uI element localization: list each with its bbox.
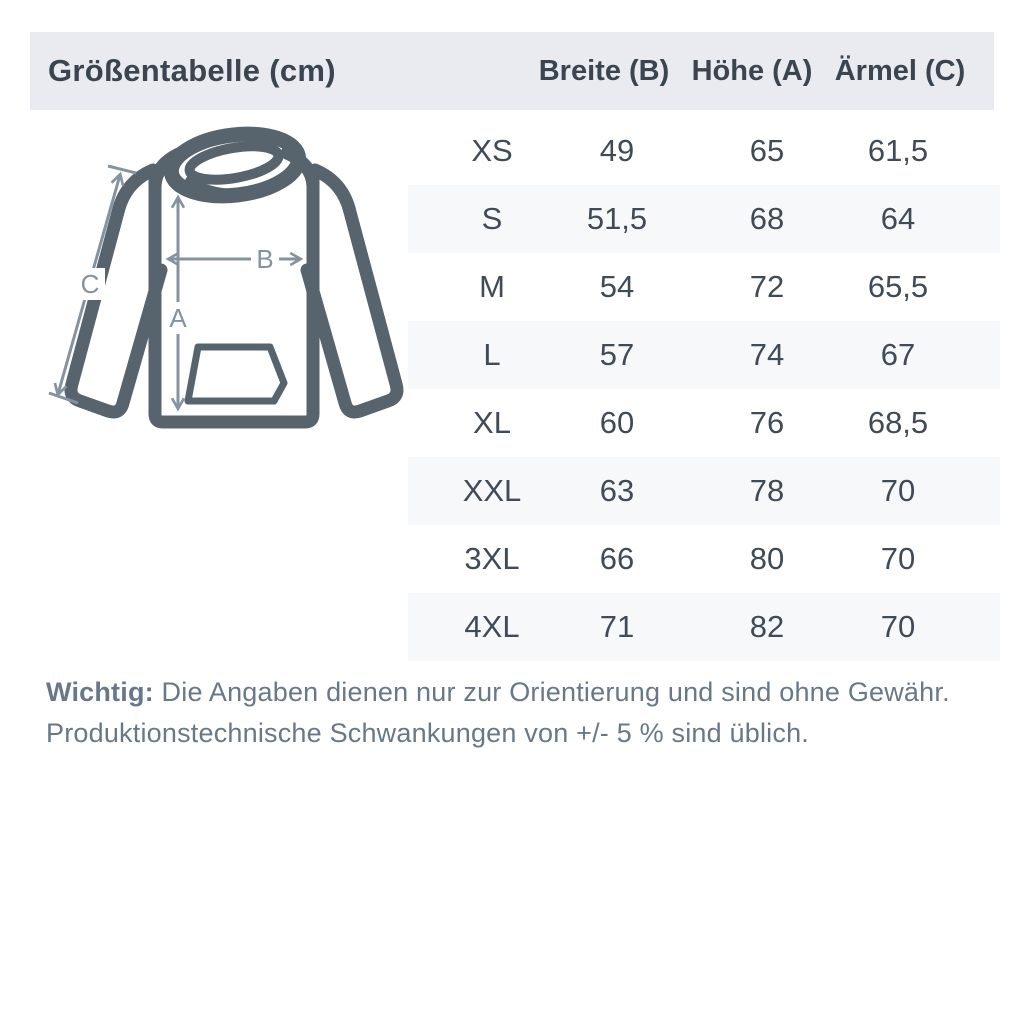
column-header-hoehe: Höhe (A): [691, 55, 813, 87]
column-header-breite: Breite (B): [538, 55, 670, 87]
dimension-label-c: C: [80, 269, 100, 299]
hoodie-diagram-svg: [35, 122, 425, 457]
size-cell: L: [483, 337, 501, 372]
dimension-label-a: A: [169, 303, 187, 333]
breite-cell: 63: [599, 473, 635, 508]
hoehe-cell: 80: [749, 541, 785, 576]
breite-cell: 57: [599, 337, 635, 372]
table-row: [408, 525, 1000, 593]
column-header-aermel: Ärmel (C): [834, 55, 966, 87]
hoehe-cell: 65: [749, 133, 785, 168]
disclaimer-emphasis: Wichtig:: [46, 677, 154, 707]
size-cell: S: [481, 201, 503, 236]
disclaimer-line-2: Produktionstechnische Schwankungen von +/- 5 % sind üblich.: [46, 718, 810, 748]
aermel-cell: 64: [880, 201, 916, 236]
size-chart-title: Größentabelle (cm): [48, 53, 336, 88]
size-cell: XXL: [462, 473, 522, 508]
aermel-cell: 70: [880, 473, 916, 508]
dimension-arrow-b: [169, 243, 300, 275]
disclaimer-line-1: Wichtig: Die Angaben dienen nur zur Orientierung und sind ohne Gewähr.: [46, 677, 950, 707]
breite-cell: 60: [599, 405, 635, 440]
aermel-cell: 67: [880, 337, 916, 372]
table-row: [408, 253, 1000, 321]
hoodie-pocket: [188, 347, 284, 401]
table-row: [408, 389, 1000, 457]
table-row: [408, 593, 1000, 661]
hoodie-measurement-diagram: [35, 122, 425, 457]
size-cell: 3XL: [464, 541, 520, 576]
table-row: [408, 321, 1000, 389]
breite-cell: 54: [599, 269, 635, 304]
hoehe-cell: 68: [749, 201, 785, 236]
hoehe-cell: 72: [749, 269, 785, 304]
aermel-cell: 70: [880, 541, 916, 576]
dimension-label-b: B: [256, 244, 274, 274]
size-table: [408, 117, 1000, 661]
breite-cell: 66: [599, 541, 635, 576]
aermel-cell: 70: [880, 609, 916, 644]
breite-cell: 71: [599, 609, 635, 644]
table-row: [408, 185, 1000, 253]
table-row: [408, 457, 1000, 525]
hoehe-cell: 82: [749, 609, 785, 644]
breite-cell: 49: [599, 133, 635, 168]
size-cell: XS: [471, 133, 513, 168]
dimension-arrow-a: [165, 198, 191, 408]
aermel-cell: 65,5: [867, 269, 929, 304]
hoehe-cell: 78: [749, 473, 785, 508]
size-cell: XL: [473, 405, 511, 440]
breite-cell: 51,5: [586, 201, 648, 236]
hoodie-sleeves: [71, 170, 397, 412]
table-row: [408, 117, 1000, 185]
aermel-cell: 68,5: [867, 405, 929, 440]
hoehe-cell: 74: [749, 337, 785, 372]
size-cell: 4XL: [464, 609, 520, 644]
hoodie-hood: [168, 127, 302, 202]
hoehe-cell: 76: [749, 405, 785, 440]
size-cell: M: [479, 269, 505, 304]
aermel-cell: 61,5: [867, 133, 929, 168]
disclaimer-text: [46, 672, 966, 754]
size-chart-header-band: [30, 32, 994, 110]
